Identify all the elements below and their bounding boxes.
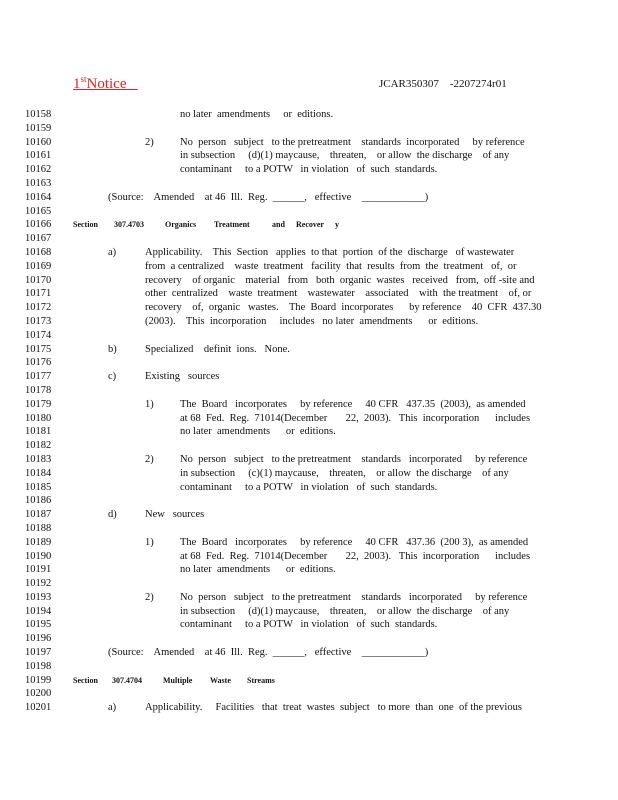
line-text: contaminant to a POTW in violation of such standards. bbox=[180, 164, 438, 176]
line-text: at 68 Fed. Reg. 71014(December 22, 2003). This incorporation includes bbox=[180, 550, 531, 562]
line-number: 10183 bbox=[25, 453, 52, 465]
line-number: 10197 bbox=[25, 647, 52, 659]
document-line bbox=[0, 191, 618, 205]
line-text: (Source: Amended at 46 Ill. Reg. ______, effective ____________) bbox=[108, 191, 429, 203]
document-reference: JCAR350307 -2207274r01 bbox=[379, 78, 507, 90]
line-number: 10174 bbox=[25, 329, 52, 341]
document-line bbox=[0, 260, 618, 274]
line-text: Applicability. Facilities that treat wastes subject to more than one of the previous bbox=[145, 702, 522, 714]
section-heading-word: Recover bbox=[296, 220, 324, 230]
document-line bbox=[0, 481, 618, 495]
document-line bbox=[0, 632, 618, 646]
document-line bbox=[0, 205, 618, 219]
line-number: 10169 bbox=[25, 260, 52, 272]
line-text: at 68 Fed. Reg. 71014(December 22, 2003). This incorporation includes bbox=[180, 412, 531, 424]
document-line bbox=[0, 108, 618, 122]
document-line bbox=[0, 563, 618, 577]
document-line bbox=[0, 494, 618, 508]
line-number: 10189 bbox=[25, 536, 52, 548]
line-number: 10194 bbox=[25, 605, 52, 617]
document-line bbox=[0, 453, 618, 467]
line-number: 10175 bbox=[25, 343, 52, 355]
document-line bbox=[0, 674, 618, 688]
list-marker: d) bbox=[108, 509, 117, 521]
line-text: Existing sources bbox=[145, 371, 220, 383]
line-text: No person subject to the pretreatment standards incorporated by reference bbox=[180, 591, 528, 603]
list-marker: 1) bbox=[145, 398, 154, 410]
line-number: 10162 bbox=[25, 164, 52, 176]
document-line bbox=[0, 398, 618, 412]
section-heading-word: Waste bbox=[210, 675, 231, 685]
line-text: recovery of organic material from both organic wastes received from, off -site and bbox=[145, 274, 535, 286]
document-line bbox=[0, 343, 618, 357]
line-text: The Board incorporates by reference 40 CFR 437.36 (200 3), as amended bbox=[180, 536, 529, 548]
section-heading-word: Multiple bbox=[163, 675, 193, 685]
list-marker: a) bbox=[108, 702, 117, 714]
document-line bbox=[0, 315, 618, 329]
line-number: 10190 bbox=[25, 550, 52, 562]
section-heading-word: Section bbox=[73, 220, 98, 230]
line-number: 10176 bbox=[25, 357, 52, 369]
line-number: 10186 bbox=[25, 495, 52, 507]
line-number: 10168 bbox=[25, 246, 52, 258]
line-number: 10181 bbox=[25, 426, 52, 438]
line-number: 10164 bbox=[25, 191, 52, 203]
document-line bbox=[0, 412, 618, 426]
line-text: Specialized definit ions. None. bbox=[145, 343, 290, 355]
line-number: 10191 bbox=[25, 564, 52, 576]
line-number: 10161 bbox=[25, 150, 52, 162]
line-number: 10170 bbox=[25, 274, 52, 286]
document-line bbox=[0, 384, 618, 398]
document-line bbox=[0, 550, 618, 564]
line-number: 10182 bbox=[25, 440, 52, 452]
line-number: 10166 bbox=[25, 219, 52, 231]
document-line bbox=[0, 687, 618, 701]
numbered-lines bbox=[0, 108, 618, 715]
line-number: 10177 bbox=[25, 371, 52, 383]
section-heading-word: y bbox=[335, 220, 339, 230]
line-number: 10158 bbox=[25, 109, 52, 120]
document-line bbox=[0, 301, 618, 315]
list-marker: 1) bbox=[145, 536, 154, 548]
document-line bbox=[0, 370, 618, 384]
line-text: in subsection (d)(1) maycause, threaten, or allow the discharge of any bbox=[180, 150, 510, 162]
list-marker: 2) bbox=[145, 136, 154, 148]
line-number: 10198 bbox=[25, 660, 52, 672]
line-number: 10195 bbox=[25, 619, 52, 631]
line-number: 10160 bbox=[25, 136, 52, 148]
list-marker: b) bbox=[108, 343, 117, 355]
document-line bbox=[0, 701, 618, 715]
line-number: 10165 bbox=[25, 205, 52, 217]
section-heading-word: Treatment bbox=[214, 220, 250, 230]
list-marker: a) bbox=[108, 246, 117, 258]
list-marker: c) bbox=[108, 371, 117, 383]
list-marker: 2) bbox=[145, 591, 154, 603]
document-line bbox=[0, 591, 618, 605]
document-line bbox=[0, 577, 618, 591]
document-line bbox=[0, 177, 618, 191]
line-text: No person subject to the pretreatment standards incorporated by reference bbox=[180, 453, 528, 465]
line-text: (2003). This incorporation includes no later amendments or editions. bbox=[145, 315, 479, 327]
line-text: New sources bbox=[145, 509, 205, 521]
line-text: from a centralized waste treatment facility that results from the treatment of, or bbox=[145, 260, 517, 272]
document-line bbox=[0, 218, 618, 232]
document-line bbox=[0, 646, 618, 660]
line-number: 10171 bbox=[25, 288, 52, 300]
line-number: 10188 bbox=[25, 522, 52, 534]
document-line bbox=[0, 467, 618, 481]
line-number: 10185 bbox=[25, 481, 52, 493]
line-text: no later amendments or editions. bbox=[180, 426, 336, 438]
section-heading-word: 307.4703 bbox=[114, 220, 144, 230]
section-heading-word: Organics bbox=[165, 220, 197, 230]
line-text: no later amendments or editions. bbox=[180, 564, 336, 576]
line-number: 10167 bbox=[25, 233, 52, 245]
list-marker: 2) bbox=[145, 453, 154, 465]
line-number: 10193 bbox=[25, 591, 52, 603]
line-number: 10200 bbox=[25, 688, 52, 700]
line-text: in subsection (c)(1) maycause, threaten, or allow the discharge of any bbox=[180, 467, 509, 479]
line-text: Applicability. This Section applies to that portion of the discharge of wastewater bbox=[145, 246, 515, 258]
line-number: 10180 bbox=[25, 412, 52, 424]
line-number: 10178 bbox=[25, 384, 52, 396]
document-line bbox=[0, 425, 618, 439]
line-number: 10184 bbox=[25, 467, 52, 479]
line-number: 10187 bbox=[25, 509, 52, 521]
document-line bbox=[0, 605, 618, 619]
notice-label: 1stNotice bbox=[73, 74, 127, 92]
document-line bbox=[0, 522, 618, 536]
line-number: 10196 bbox=[25, 633, 52, 645]
document-line bbox=[0, 618, 618, 632]
document-line bbox=[0, 122, 618, 136]
document-line bbox=[0, 136, 618, 150]
document-line bbox=[0, 232, 618, 246]
line-text: No person subject to the pretreatment standards incorporated by reference bbox=[180, 136, 525, 148]
document-line bbox=[0, 356, 618, 370]
line-number: 10199 bbox=[25, 674, 52, 686]
line-text: in subsection (d)(1) maycause, threaten, or allow the discharge of any bbox=[180, 605, 510, 617]
line-text: contaminant to a POTW in violation of such standards. bbox=[180, 481, 438, 493]
line-text: other centralized waste treatment wastewater associated with the treatment of, or bbox=[145, 288, 532, 300]
document-line bbox=[0, 536, 618, 550]
line-number: 10173 bbox=[25, 315, 52, 327]
line-number: 10172 bbox=[25, 302, 52, 314]
document-line bbox=[0, 660, 618, 674]
document-line bbox=[0, 287, 618, 301]
document-line bbox=[0, 246, 618, 260]
document-line bbox=[0, 149, 618, 163]
document-line bbox=[0, 274, 618, 288]
document-line bbox=[0, 439, 618, 453]
document-line bbox=[0, 163, 618, 177]
document-line bbox=[0, 329, 618, 343]
section-heading-word: 307.4704 bbox=[112, 675, 142, 685]
line-number: 10179 bbox=[25, 398, 52, 410]
line-number: 10159 bbox=[25, 122, 52, 134]
line-text: recovery of, organic wastes. The Board incorporates by reference 40 CFR 437.30 bbox=[145, 302, 542, 314]
section-heading-word: and bbox=[272, 220, 285, 230]
line-number: 10163 bbox=[25, 177, 52, 189]
line-text: no later amendments or editions. bbox=[180, 109, 334, 120]
section-heading-word: Streams bbox=[247, 675, 275, 685]
line-number: 10201 bbox=[25, 702, 52, 714]
section-heading-word: Section bbox=[73, 675, 98, 685]
document-line bbox=[0, 508, 618, 522]
notice-header bbox=[0, 74, 618, 96]
line-text: contaminant to a POTW in violation of such standards. bbox=[180, 619, 438, 631]
line-number: 10192 bbox=[25, 578, 52, 590]
line-text: (Source: Amended at 46 Ill. Reg. ______, effective ____________) bbox=[108, 647, 429, 659]
line-text: The Board incorporates by reference 40 CFR 437.35 (2003), as amended bbox=[180, 398, 526, 410]
